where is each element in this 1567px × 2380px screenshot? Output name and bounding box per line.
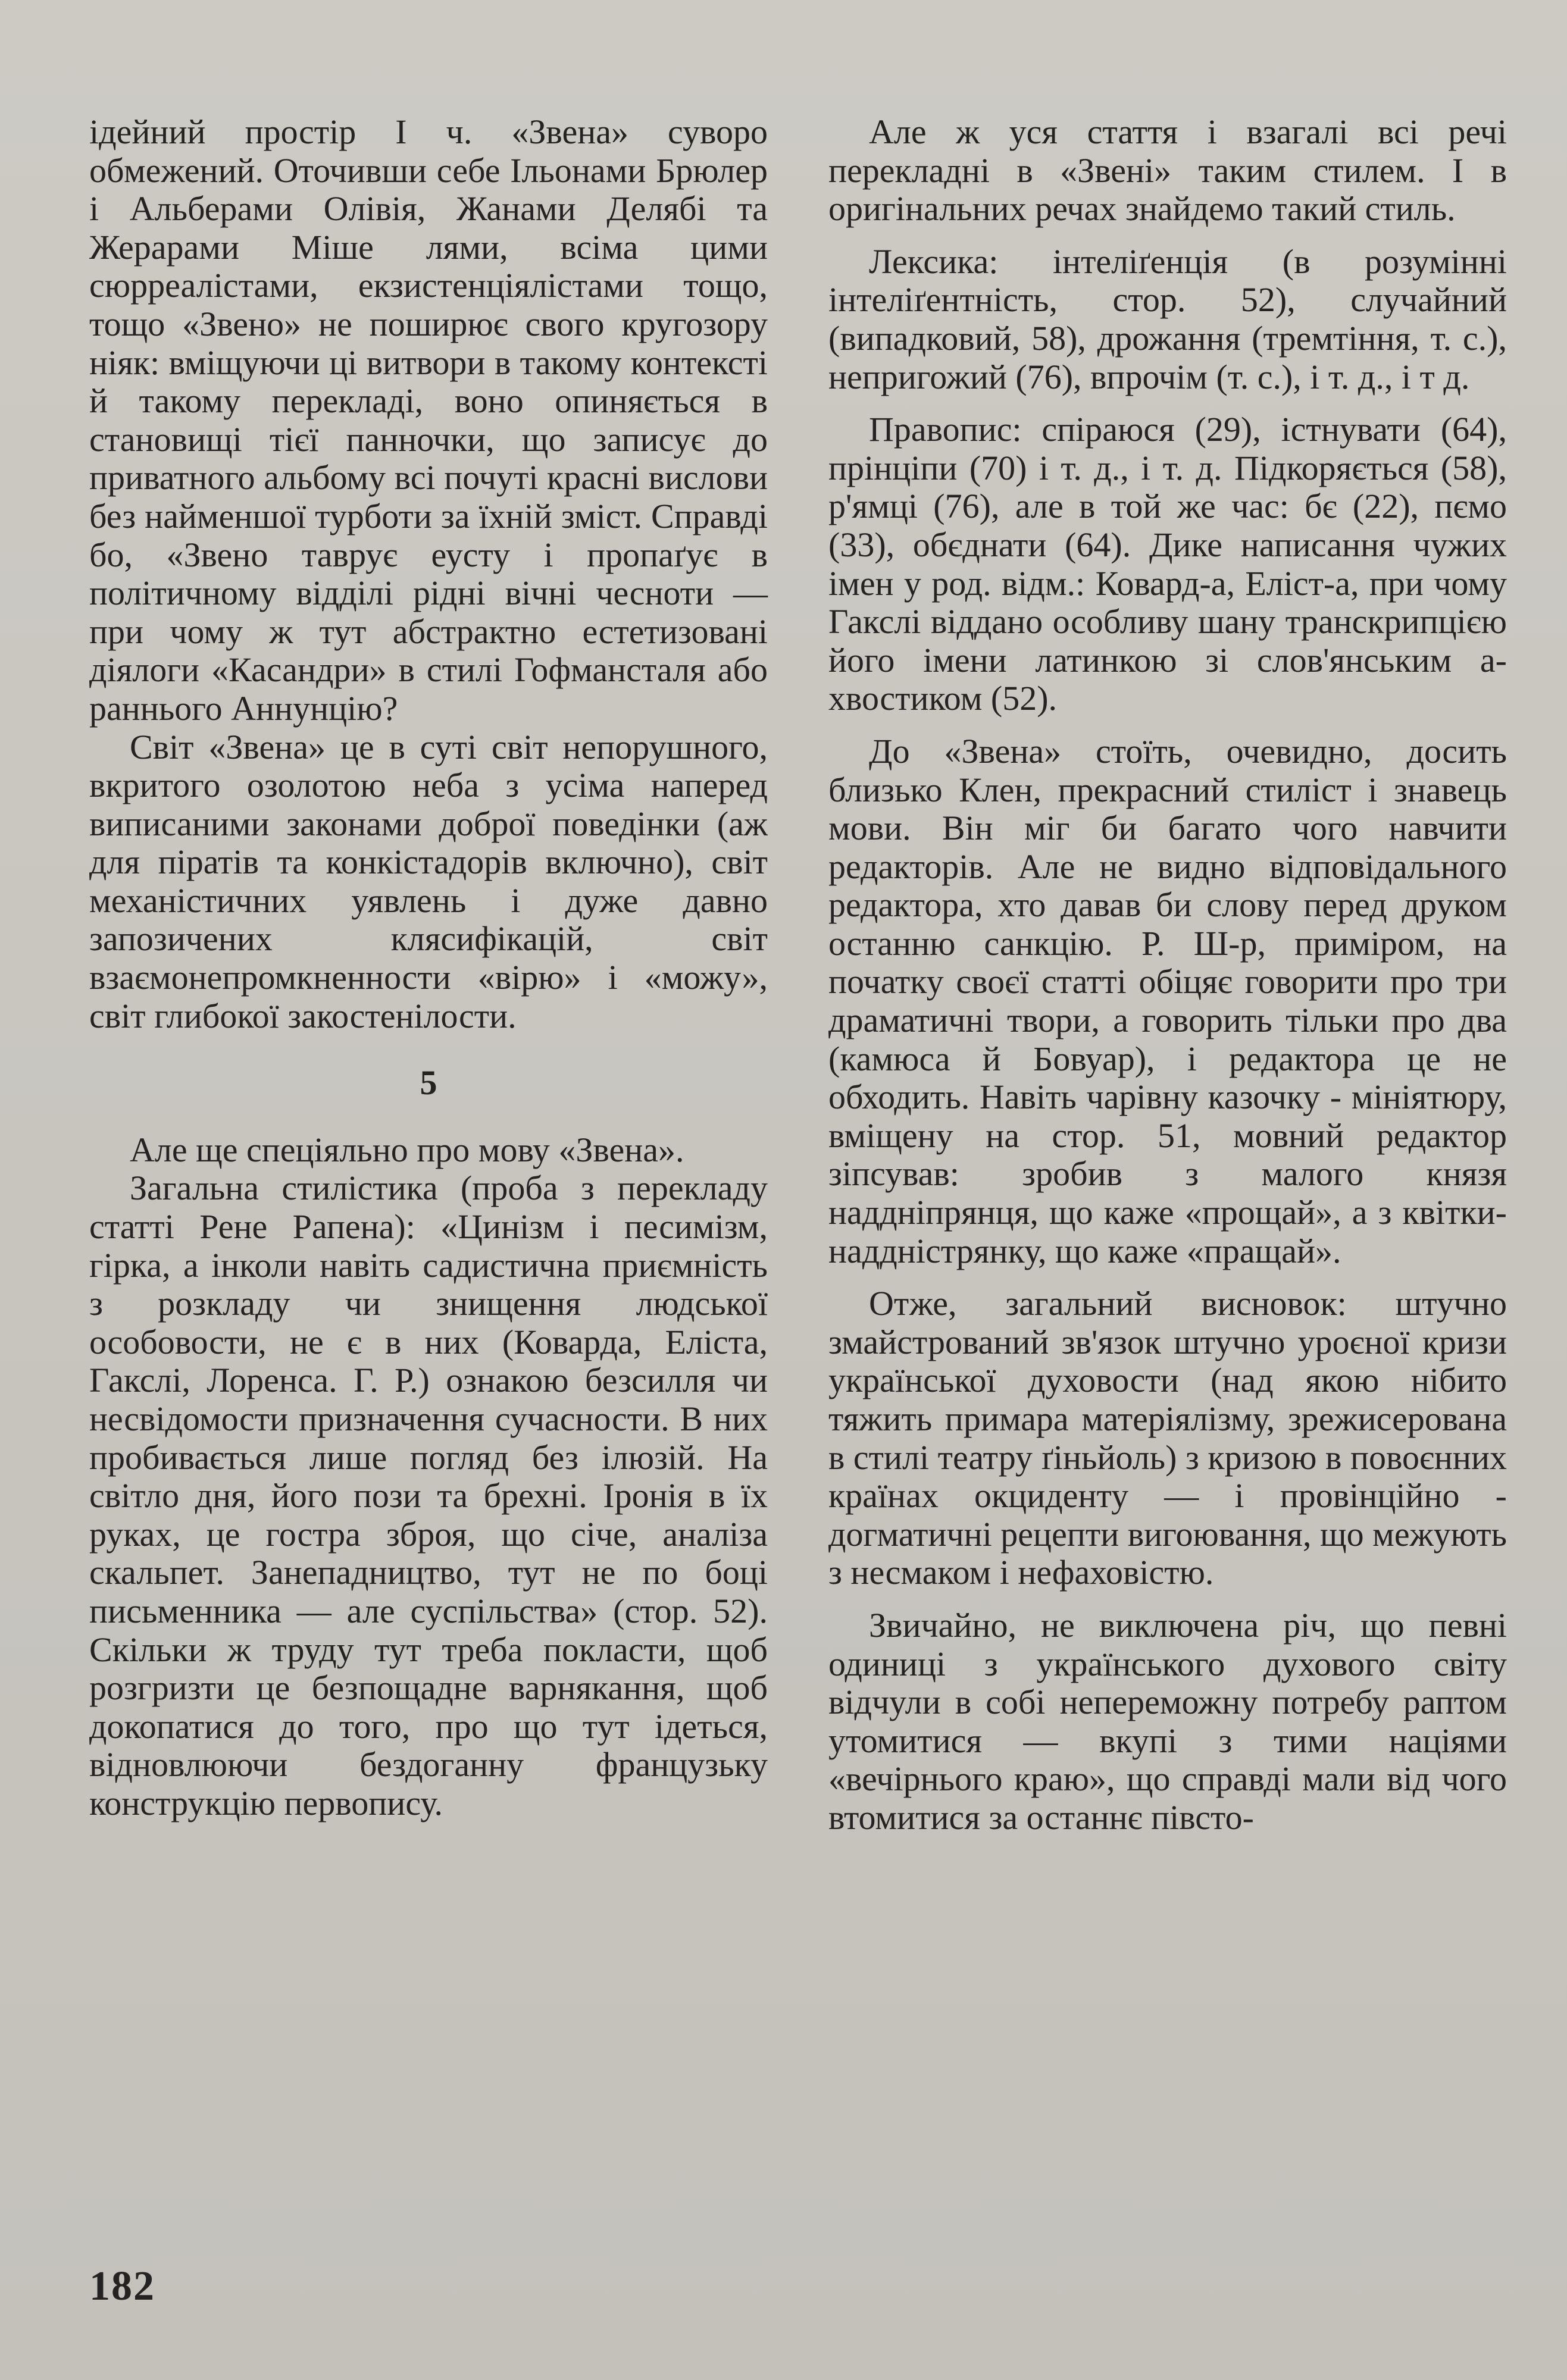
right-paragraph-5: Отже, загальний висновок: штучно змайстрований зв'язок штучно уроєної кризи української духовости (над якою нібито тяжить примара матеріялізму, зрежисерована в стилі театру ґіньйоль) з кризою в повоєнних країнах окциденту — і провінційно - догматичні рецепти вигоювання, що межують з несмаком і нефаховістю. (828, 1284, 1507, 1592)
right-paragraph-2: Лексика: інтеліґенція (в розумінні інтеліґентність, стор. 52), случайний (випадковий, 58), дрожання (тремтіння, т. с.), непригожий (76), впрочім (т. с.), і т. д., і т д. (828, 242, 1507, 396)
left-paragraph-1: ідейний простір І ч. «Звена» суворо обмежений. Оточивши себе Ільонами Брюлер і Альберами Олівія, Жанами Делябі та Жерарами Міше лями, всіма цими сюрреалістами, екзистенціялістами тощо, тощо «Звено» не поширює свого кругозору ніяк: вміщуючи ці витвори в такому контексті й такому перекладі, воно опиняється в становищі тієї панночки, що записує до приватного альбому всі почуті красні вислови без найменшої турботи за їхній зміст. Справді бо, «Звено таврує еусту і пропаґує в політичному відділі рідні вічні чесноти — при чому ж тут абстрактно естетизовані діялоги «Касандри» в стилі Гофмансталя або раннього Аннунцію? (89, 112, 768, 728)
right-paragraph-1: Але ж уся стаття і взагалі всі речі перекладні в «Звені» таким стилем. І в оригінальних речах знайдемо такий стиль. (828, 112, 1507, 228)
left-paragraph-4: Загальна стилістика (проба з перекладу статті Рене Рапена): «Цинізм і песимізм, гірка, а інколи навіть садистична приємність з розкладу чи знищення людської особовости, не є в них (Коварда, Еліста, Гакслі, Лоренса. Г. Р.) ознакою безсилля чи несвідомости призначення сучасности. В них пробивається лише погляд без ілюзій. На світло дня, його пози та брехні. Іронія в їх руках, це гостра зброя, що січе, аналіза скальпет. Занепадництво, тут не по боці письменника — але суспільства» (стор. 52). Скільки ж труду тут треба покласти, щоб розгризти це безпощадне варнякання, щоб докопатися до того, про що тут ідеться, відновлюючи бездоганну французьку конструкцію первопису. (89, 1169, 768, 1822)
left-paragraph-2: Світ «Звена» це в суті світ непорушного, вкритого озолотою неба з усіма наперед виписаними законами доброї поведінки (аж для піратів та конкістадорів включно), світ механістичних уявлень і дуже давно запозичених клясифікацій, світ взаємонепромкненности «вірю» і «можу», світ глибокої закостенілости. (89, 727, 768, 1035)
left-paragraph-3: Але ще спеціяльно про мову «Звена». (130, 1130, 684, 1169)
right-paragraph-6: Звичайно, не виключена річ, що певні одиниці з українського духового світу відчули в собі непереможну потребу раптом утомитися — вкупі з тими націями «вечірнього краю», що справді мали від чого втомитися за останнє півсто- (828, 1605, 1507, 1837)
right-paragraph-4: До «Звена» стоїть, очевидно, досить близько Клен, прекрасний стиліст і знавець мови. Він міг би багато чого навчити редакторів. Але не видно відповідального редактора, хто давав би слову перед друком останню санкцію. Р. Ш-р, приміром, на початку своєї статті обіцяє говорити про три драматичні твори, а говорить тільки про два (камюса й Бовуар), і редактора це не обходить. Навіть чарівну казочку - мініятюру, вміщену на стор. 51, мовний редактор зіпсував: зробив з малого князя наддніпрянця, що каже «прощай», а з квітки-наддністрянку, що каже «пращай». (828, 731, 1507, 1270)
right-column (828, 113, 1507, 1837)
right-paragraph-3: Правопис: спіраюся (29), істнувати (64), прінціпи (70) і т. д., і т. д. Підкоряється (58), р'ямці (76), але в той же час: бє (22), пємо (33), обєднати (64). Дике написання чужих імен у род. відм.: Ковард-а, Еліст-а, при чому Гакслі віддано особливу шану транскрипцією його імени латинкою зі слов'янським а-хвостиком (52). (828, 410, 1507, 718)
section-number: 5 (420, 1063, 437, 1103)
left-column (89, 113, 768, 1823)
page-number: 182 (89, 2263, 155, 2309)
